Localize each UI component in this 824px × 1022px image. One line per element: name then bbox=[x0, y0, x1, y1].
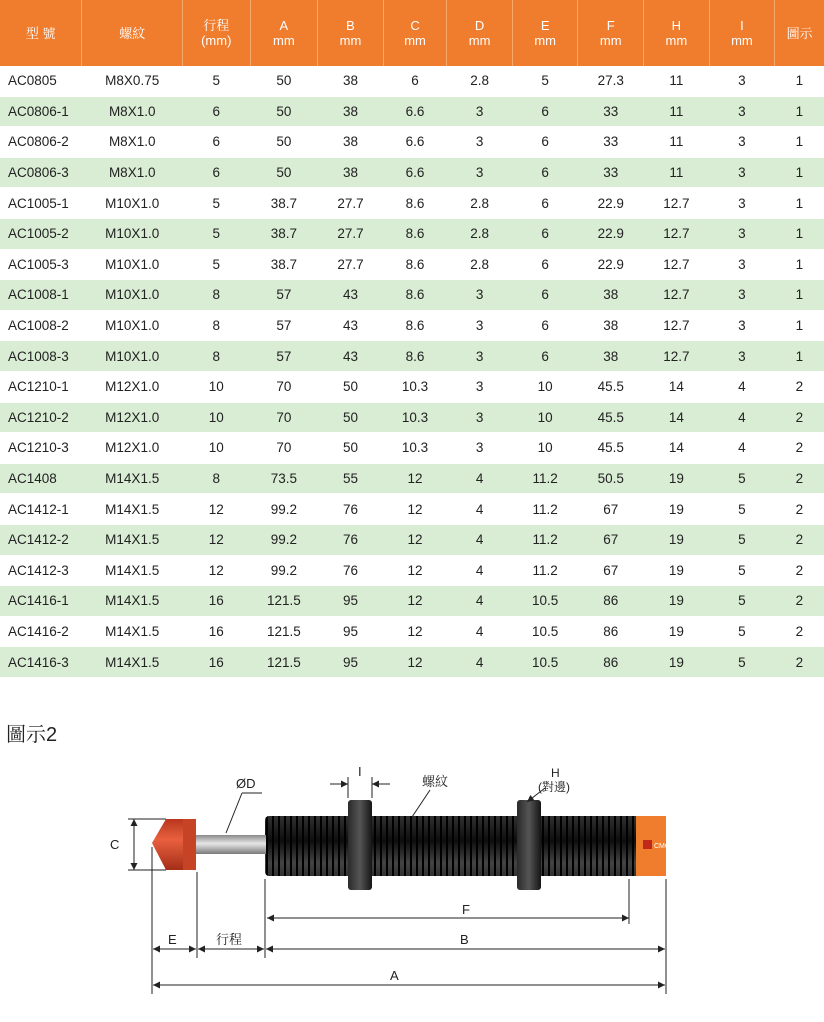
table-cell: 6.6 bbox=[383, 96, 447, 127]
table-cell: 8.6 bbox=[383, 310, 447, 341]
table-cell: 10 bbox=[182, 402, 250, 433]
table-cell: 5 bbox=[709, 494, 775, 525]
table-cell: 12.7 bbox=[644, 341, 710, 372]
column-header: 行程 (mm) bbox=[182, 0, 250, 66]
table-cell: 1 bbox=[775, 341, 824, 372]
table-cell: 38 bbox=[578, 341, 644, 372]
table-cell: 11.2 bbox=[512, 555, 578, 586]
table-cell: 6 bbox=[512, 341, 578, 372]
table-cell: 1 bbox=[775, 96, 824, 127]
model-cell: AC1412-3 bbox=[0, 555, 82, 586]
table-cell: 10.5 bbox=[512, 616, 578, 647]
table-cell: 38.7 bbox=[250, 218, 318, 249]
column-header: 型 號 bbox=[0, 0, 82, 66]
table-cell: 76 bbox=[318, 494, 384, 525]
table-cell: 16 bbox=[182, 647, 250, 678]
table-cell: 3 bbox=[447, 310, 513, 341]
table-cell: 11.2 bbox=[512, 524, 578, 555]
table-cell: 14 bbox=[644, 371, 710, 402]
lock-nut-right bbox=[517, 800, 541, 890]
table-cell: 67 bbox=[578, 494, 644, 525]
table-cell: 3 bbox=[709, 280, 775, 311]
table-cell: 10 bbox=[182, 371, 250, 402]
table-cell: 6 bbox=[512, 157, 578, 188]
table-cell: 8.6 bbox=[383, 188, 447, 219]
table-cell: 10 bbox=[512, 402, 578, 433]
table-row bbox=[0, 218, 824, 249]
table-row bbox=[0, 494, 824, 525]
table-cell: 8.6 bbox=[383, 280, 447, 311]
table-cell: 73.5 bbox=[250, 463, 318, 494]
table-cell: 5 bbox=[709, 616, 775, 647]
table-cell: 5 bbox=[182, 249, 250, 280]
table-cell: 6 bbox=[512, 218, 578, 249]
table-cell: 19 bbox=[644, 647, 710, 678]
table-cell: 3 bbox=[709, 218, 775, 249]
table-cell: 57 bbox=[250, 280, 318, 311]
table-cell: 4 bbox=[447, 586, 513, 617]
table-cell: 86 bbox=[578, 586, 644, 617]
table-cell: 4 bbox=[709, 433, 775, 464]
table-cell: M10X1.0 bbox=[82, 280, 182, 311]
model-cell: AC1210-2 bbox=[0, 402, 82, 433]
table-cell: 6 bbox=[182, 127, 250, 158]
table-cell: 12 bbox=[182, 555, 250, 586]
table-cell: 12 bbox=[383, 647, 447, 678]
table-cell: 99.2 bbox=[250, 524, 318, 555]
table-cell: M14X1.5 bbox=[82, 524, 182, 555]
table-cell: 45.5 bbox=[578, 371, 644, 402]
table-cell: 10 bbox=[512, 371, 578, 402]
table-cell: 8 bbox=[182, 310, 250, 341]
table-cell: 38 bbox=[318, 157, 384, 188]
table-row bbox=[0, 371, 824, 402]
table-cell: 4 bbox=[709, 371, 775, 402]
table-cell: 67 bbox=[578, 524, 644, 555]
table-cell: 19 bbox=[644, 586, 710, 617]
table-cell: 3 bbox=[447, 157, 513, 188]
table-cell: 5 bbox=[709, 555, 775, 586]
table-cell: 10.5 bbox=[512, 586, 578, 617]
figure-caption: 圖示2 bbox=[6, 724, 58, 746]
table-cell: 2 bbox=[775, 586, 824, 617]
table-cell: 4 bbox=[447, 494, 513, 525]
column-header: 圖示 bbox=[775, 0, 824, 66]
table-cell: 6 bbox=[512, 249, 578, 280]
table-cell: 3 bbox=[709, 188, 775, 219]
table-cell: M12X1.0 bbox=[82, 402, 182, 433]
table-cell: 5 bbox=[182, 188, 250, 219]
table-cell: 1 bbox=[775, 188, 824, 219]
table-row bbox=[0, 433, 824, 464]
table-cell: 43 bbox=[318, 310, 384, 341]
table-cell: 5 bbox=[709, 647, 775, 678]
table-cell: 38 bbox=[318, 96, 384, 127]
table-cell: 50 bbox=[250, 66, 318, 96]
model-cell: AC1412-1 bbox=[0, 494, 82, 525]
table-cell: 11.2 bbox=[512, 463, 578, 494]
table-cell: 19 bbox=[644, 616, 710, 647]
table-cell: 19 bbox=[644, 524, 710, 555]
table-cell: 45.5 bbox=[578, 433, 644, 464]
table-cell: 11.2 bbox=[512, 494, 578, 525]
label-stroke: 行程 bbox=[216, 932, 243, 947]
table-cell: 1 bbox=[775, 127, 824, 158]
table-cell: 22.9 bbox=[578, 188, 644, 219]
table-cell: 14 bbox=[644, 433, 710, 464]
table-cell: 12 bbox=[383, 555, 447, 586]
table-cell: 3 bbox=[447, 371, 513, 402]
table-cell: 12 bbox=[383, 586, 447, 617]
table-cell: 2 bbox=[775, 433, 824, 464]
column-header: A mm bbox=[250, 0, 318, 66]
table-cell: 10.3 bbox=[383, 402, 447, 433]
table-cell: 27.3 bbox=[578, 66, 644, 96]
table-cell: 12 bbox=[383, 463, 447, 494]
table-cell: 3 bbox=[447, 96, 513, 127]
table-cell: 5 bbox=[709, 463, 775, 494]
table-cell: 38 bbox=[318, 66, 384, 96]
label-h: H bbox=[551, 766, 560, 780]
table-row bbox=[0, 127, 824, 158]
table-cell: 4 bbox=[447, 555, 513, 586]
table-cell: 27.7 bbox=[318, 249, 384, 280]
table-cell: 38 bbox=[318, 127, 384, 158]
table-cell: 2 bbox=[775, 463, 824, 494]
table-cell: 3 bbox=[709, 66, 775, 96]
table-cell: 5 bbox=[182, 66, 250, 96]
model-cell: AC1005-3 bbox=[0, 249, 82, 280]
model-cell: AC1008-1 bbox=[0, 280, 82, 311]
model-cell: AC1412-2 bbox=[0, 524, 82, 555]
table-cell: 19 bbox=[644, 463, 710, 494]
table-cell: 6.6 bbox=[383, 157, 447, 188]
table-cell: 4 bbox=[447, 647, 513, 678]
table-cell: 6 bbox=[182, 157, 250, 188]
table-cell: 95 bbox=[318, 586, 384, 617]
table-cell: M8X1.0 bbox=[82, 127, 182, 158]
model-cell: AC0805 bbox=[0, 66, 82, 96]
table-cell: 4 bbox=[447, 524, 513, 555]
table-cell: M10X1.0 bbox=[82, 218, 182, 249]
table-cell: 12.7 bbox=[644, 249, 710, 280]
model-cell: AC1416-2 bbox=[0, 616, 82, 647]
table-cell: 27.7 bbox=[318, 218, 384, 249]
table-cell: 50 bbox=[318, 433, 384, 464]
table-cell: 45.5 bbox=[578, 402, 644, 433]
table-cell: 12 bbox=[182, 494, 250, 525]
table-row bbox=[0, 249, 824, 280]
model-cell: AC1008-3 bbox=[0, 341, 82, 372]
table-cell: 3 bbox=[709, 249, 775, 280]
table-cell: 4 bbox=[447, 463, 513, 494]
table-cell: 2.8 bbox=[447, 66, 513, 96]
table-cell: 86 bbox=[578, 647, 644, 678]
column-header: C mm bbox=[383, 0, 447, 66]
table-cell: 3 bbox=[447, 127, 513, 158]
model-cell: AC1210-3 bbox=[0, 433, 82, 464]
table-cell: 2.8 bbox=[447, 188, 513, 219]
table-cell: 12 bbox=[383, 524, 447, 555]
table-cell: 86 bbox=[578, 616, 644, 647]
table-cell: 16 bbox=[182, 586, 250, 617]
table-cell: 3 bbox=[447, 402, 513, 433]
table-cell: 14 bbox=[644, 402, 710, 433]
table-cell: 2 bbox=[775, 555, 824, 586]
table-cell: 12.7 bbox=[644, 218, 710, 249]
model-cell: AC1005-1 bbox=[0, 188, 82, 219]
table-cell: 2 bbox=[775, 647, 824, 678]
table-cell: 11 bbox=[644, 66, 710, 96]
model-cell: AC1416-1 bbox=[0, 586, 82, 617]
table-cell: 6 bbox=[512, 188, 578, 219]
column-header: I mm bbox=[709, 0, 775, 66]
table-cell: M8X1.0 bbox=[82, 157, 182, 188]
table-cell: 50.5 bbox=[578, 463, 644, 494]
table-cell: 10.3 bbox=[383, 371, 447, 402]
table-cell: 38.7 bbox=[250, 188, 318, 219]
table-cell: 2.8 bbox=[447, 249, 513, 280]
column-header: B mm bbox=[318, 0, 384, 66]
column-header: H mm bbox=[644, 0, 710, 66]
shock-absorber-diagram bbox=[0, 722, 824, 1022]
table-cell: M14X1.5 bbox=[82, 494, 182, 525]
table-cell: 1 bbox=[775, 249, 824, 280]
table-cell: 50 bbox=[318, 371, 384, 402]
column-header: D mm bbox=[447, 0, 513, 66]
table-cell: 1 bbox=[775, 280, 824, 311]
table-cell: 11 bbox=[644, 127, 710, 158]
table-cell: 50 bbox=[250, 127, 318, 158]
table-cell: 3 bbox=[709, 157, 775, 188]
table-cell: 12 bbox=[383, 616, 447, 647]
table-cell: 4 bbox=[709, 402, 775, 433]
table-row bbox=[0, 402, 824, 433]
table-cell: 70 bbox=[250, 433, 318, 464]
model-cell: AC0806-1 bbox=[0, 96, 82, 127]
table-row bbox=[0, 463, 824, 494]
brand-logo-text: CMC bbox=[654, 843, 670, 850]
table-cell: 6 bbox=[182, 96, 250, 127]
table-cell: 95 bbox=[318, 647, 384, 678]
table-cell: 33 bbox=[578, 157, 644, 188]
table-cell: 38.7 bbox=[250, 249, 318, 280]
table-cell: M8X1.0 bbox=[82, 96, 182, 127]
table-cell: 8.6 bbox=[383, 249, 447, 280]
table-cell: 50 bbox=[318, 402, 384, 433]
table-cell: 121.5 bbox=[250, 616, 318, 647]
model-cell: AC1008-2 bbox=[0, 310, 82, 341]
table-cell: 6 bbox=[512, 280, 578, 311]
table-cell: M10X1.0 bbox=[82, 341, 182, 372]
model-cell: AC1408 bbox=[0, 463, 82, 494]
table-cell: 121.5 bbox=[250, 586, 318, 617]
table-cell: 3 bbox=[709, 127, 775, 158]
table-cell: 33 bbox=[578, 96, 644, 127]
table-cell: 10 bbox=[512, 433, 578, 464]
table-cell: 38 bbox=[578, 280, 644, 311]
table-cell: 19 bbox=[644, 555, 710, 586]
table-cell: 70 bbox=[250, 402, 318, 433]
table-cell: M14X1.5 bbox=[82, 586, 182, 617]
table-row bbox=[0, 66, 824, 96]
table-cell: 22.9 bbox=[578, 249, 644, 280]
column-header: 螺紋 bbox=[82, 0, 182, 66]
table-cell: 67 bbox=[578, 555, 644, 586]
brand-logo-icon bbox=[643, 840, 652, 849]
table-cell: 10.5 bbox=[512, 647, 578, 678]
column-header: F mm bbox=[578, 0, 644, 66]
table-cell: 5 bbox=[182, 218, 250, 249]
column-header: E mm bbox=[512, 0, 578, 66]
table-cell: 10 bbox=[182, 433, 250, 464]
threaded-body bbox=[265, 816, 640, 876]
label-c: C bbox=[110, 837, 120, 852]
table-cell: 1 bbox=[775, 218, 824, 249]
model-cell: AC0806-2 bbox=[0, 127, 82, 158]
table-row bbox=[0, 555, 824, 586]
table-cell: 57 bbox=[250, 310, 318, 341]
table-cell: M14X1.5 bbox=[82, 616, 182, 647]
table-cell: 12 bbox=[182, 524, 250, 555]
table-cell: M12X1.0 bbox=[82, 433, 182, 464]
table-cell: 43 bbox=[318, 280, 384, 311]
lock-nut-left bbox=[348, 800, 372, 890]
table-cell: 12.7 bbox=[644, 310, 710, 341]
piston-rod bbox=[196, 835, 266, 854]
table-cell: 99.2 bbox=[250, 494, 318, 525]
table-cell: 6 bbox=[512, 96, 578, 127]
table-cell: 8 bbox=[182, 463, 250, 494]
table-cell: 50 bbox=[250, 157, 318, 188]
table-cell: 10.3 bbox=[383, 433, 447, 464]
table-cell: 38 bbox=[578, 310, 644, 341]
label-thread: 螺紋 bbox=[422, 774, 449, 789]
table-cell: 11 bbox=[644, 157, 710, 188]
table-cell: M8X0.75 bbox=[82, 66, 182, 96]
table-cell: 1 bbox=[775, 310, 824, 341]
table-row bbox=[0, 647, 824, 678]
table-cell: 12.7 bbox=[644, 188, 710, 219]
table-cell: 3 bbox=[709, 310, 775, 341]
table-cell: M14X1.5 bbox=[82, 555, 182, 586]
table-cell: 3 bbox=[447, 341, 513, 372]
table-body bbox=[0, 66, 824, 677]
label-b: B bbox=[460, 932, 469, 947]
table-cell: 1 bbox=[775, 157, 824, 188]
table-cell: 2 bbox=[775, 402, 824, 433]
table-row bbox=[0, 341, 824, 372]
table-cell: M10X1.0 bbox=[82, 310, 182, 341]
table-cell: 50 bbox=[250, 96, 318, 127]
table-cell: 8 bbox=[182, 341, 250, 372]
table-cell: 8.6 bbox=[383, 218, 447, 249]
table-cell: 6 bbox=[512, 310, 578, 341]
model-cell: AC0806-3 bbox=[0, 157, 82, 188]
table-cell: 6.6 bbox=[383, 127, 447, 158]
table-cell: 3 bbox=[447, 280, 513, 311]
table-cell: 2 bbox=[775, 494, 824, 525]
model-cell: AC1210-1 bbox=[0, 371, 82, 402]
table-cell: 70 bbox=[250, 371, 318, 402]
table-cell: 2 bbox=[775, 371, 824, 402]
model-cell: AC1005-2 bbox=[0, 218, 82, 249]
label-h-note: (對邊) bbox=[538, 780, 570, 794]
table-cell: 8 bbox=[182, 280, 250, 311]
table-cell: M10X1.0 bbox=[82, 188, 182, 219]
table-cell: M10X1.0 bbox=[82, 249, 182, 280]
table-row bbox=[0, 188, 824, 219]
table-cell: 16 bbox=[182, 616, 250, 647]
table-row bbox=[0, 586, 824, 617]
table-cell: 4 bbox=[447, 616, 513, 647]
table-cell: 55 bbox=[318, 463, 384, 494]
label-d: ØD bbox=[236, 776, 256, 791]
table-row bbox=[0, 280, 824, 311]
model-cell: AC1416-3 bbox=[0, 647, 82, 678]
table-cell: 5 bbox=[709, 586, 775, 617]
table-cell: 8.6 bbox=[383, 341, 447, 372]
label-i: I bbox=[358, 764, 362, 779]
table-cell: M14X1.5 bbox=[82, 463, 182, 494]
table-cell: 22.9 bbox=[578, 218, 644, 249]
table-cell: 99.2 bbox=[250, 555, 318, 586]
table-row bbox=[0, 616, 824, 647]
table-cell: 76 bbox=[318, 524, 384, 555]
table-cell: 121.5 bbox=[250, 647, 318, 678]
label-f: F bbox=[462, 902, 470, 917]
table-header-row bbox=[0, 0, 824, 66]
table-cell: 6 bbox=[512, 127, 578, 158]
table-cell: 5 bbox=[709, 524, 775, 555]
table-cell: 12.7 bbox=[644, 280, 710, 311]
table-cell: 3 bbox=[709, 96, 775, 127]
table-cell: 12 bbox=[383, 494, 447, 525]
label-e: E bbox=[168, 932, 177, 947]
table-row bbox=[0, 96, 824, 127]
table-cell: 3 bbox=[709, 341, 775, 372]
table-cell: 5 bbox=[512, 66, 578, 96]
table-cell: 3 bbox=[447, 433, 513, 464]
table-cell: 1 bbox=[775, 66, 824, 96]
table-row bbox=[0, 157, 824, 188]
table-cell: 95 bbox=[318, 616, 384, 647]
table-cell: 76 bbox=[318, 555, 384, 586]
table-cell: 33 bbox=[578, 127, 644, 158]
table-cell: 6 bbox=[383, 66, 447, 96]
table-cell: 43 bbox=[318, 341, 384, 372]
table-row bbox=[0, 524, 824, 555]
table-cell: M14X1.5 bbox=[82, 647, 182, 678]
table-cell: 2 bbox=[775, 616, 824, 647]
table-cell: 19 bbox=[644, 494, 710, 525]
table-cell: 57 bbox=[250, 341, 318, 372]
table-cell: 2.8 bbox=[447, 218, 513, 249]
table-row bbox=[0, 310, 824, 341]
table-cell: 11 bbox=[644, 96, 710, 127]
label-a: A bbox=[390, 968, 399, 983]
table-cell: M12X1.0 bbox=[82, 371, 182, 402]
table-cell: 2 bbox=[775, 524, 824, 555]
table-cell: 27.7 bbox=[318, 188, 384, 219]
